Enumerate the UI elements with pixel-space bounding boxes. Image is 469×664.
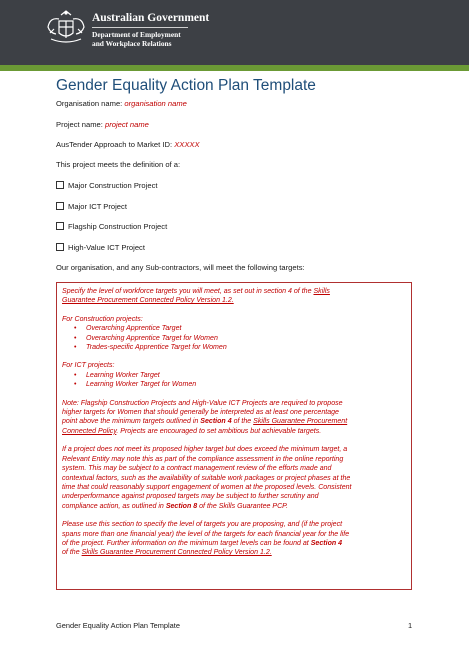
checkbox-major-construction[interactable]: [56, 181, 157, 191]
government-name: Australian Government: [92, 12, 210, 24]
project-label: Project name:: [56, 120, 103, 129]
compliance-line: If a project does not meet its proposed higher target but does exceed the minimum target, a: [62, 446, 348, 454]
checkbox-flagship-construction[interactable]: [56, 222, 167, 232]
organisation-label: Organisation name:: [56, 99, 123, 108]
organisation-value[interactable]: organisation name: [124, 99, 187, 108]
accent-bar: [0, 65, 469, 71]
page-number: 1: [408, 621, 413, 630]
definition-intro: This project meets the definition of a:: [56, 160, 181, 169]
policy-link[interactable]: Skills Guarantee Procurement Connected Policy Version 1.2.: [81, 549, 272, 557]
list-item: • Trades-specific Apprentice Target for Women: [62, 343, 406, 352]
list-item: • Learning Worker Target for Women: [62, 380, 406, 389]
list-item: • Overarching Apprentice Target: [62, 324, 406, 333]
checkbox-icon[interactable]: [56, 181, 64, 189]
department-line-2: and Workplace Relations: [92, 38, 172, 48]
instruction-line: of the project. Further information on the minimum target levels can be found at Section 4: [62, 539, 343, 547]
checkbox-major-ict[interactable]: [56, 202, 127, 212]
construction-heading: For Construction projects:: [62, 315, 143, 323]
coat-of-arms-logo: [45, 9, 87, 49]
checkbox-label: High-Value ICT Project: [68, 243, 145, 252]
targets-entry-box[interactable]: [56, 282, 412, 590]
policy-link-cont[interactable]: Connected Policy: [62, 427, 117, 435]
compliance-line: contextual factors, such as the availability of suitable work packages or project phases at the: [62, 474, 351, 482]
checkbox-icon[interactable]: [56, 202, 64, 210]
compliance-line: compliance action, as outlined in Section 8 of the Skills Guarantee PCP.: [62, 502, 288, 510]
checkbox-icon[interactable]: [56, 243, 64, 251]
checkbox-icon[interactable]: [56, 222, 64, 230]
header-banner: [0, 0, 469, 65]
policy-link[interactable]: Skills: [313, 288, 330, 295]
note-line: Note: Flagship Construction Projects and High-Value ICT Projects are required to propose: [62, 399, 343, 407]
austender-value[interactable]: XXXXX: [174, 140, 200, 149]
project-name-field: [56, 120, 149, 130]
instruction-line: spans more than one financial year) the level of the targets for each financial year for the life: [62, 530, 350, 538]
page-title: Gender Equality Action Plan Template: [56, 77, 316, 94]
ict-heading: For ICT projects:: [62, 362, 115, 370]
note-line: point above the minimum targets outlined in Section 4 of the Skills Guarantee Procurement: [62, 418, 348, 426]
compliance-line: time that could reasonably support engagement of women at the proposed levels. Consistent: [62, 483, 352, 491]
targets-intro: Our organisation, and any Sub-contractors, will meet the following targets:: [56, 263, 305, 272]
policy-link-cont[interactable]: Guarantee Procurement Connected Policy Version 1.2.: [62, 297, 234, 305]
austender-field: [56, 140, 200, 150]
note-line: Connected Policy. Projects are encouraged to set ambitious but achievable targets.: [62, 427, 322, 435]
checkbox-label: Major ICT Project: [68, 202, 127, 211]
note-line: higher targets for Women that should generally be interpreted as at least one percentage: [62, 409, 339, 417]
compliance-line: system. This may be subject to a contract management review of the efforts made and: [62, 465, 332, 473]
box-intro: Specify the level of workforce targets you will meet, as set out in section 4 of the Skills: [62, 288, 330, 295]
project-value[interactable]: project name: [104, 120, 149, 129]
organisation-name-field: [56, 99, 187, 109]
compliance-line: Relevant Entity may note this as part of the compliance assessment in the online reporting: [62, 455, 344, 463]
list-item: • Overarching Apprentice Target for Women: [62, 334, 406, 343]
header-divider: [92, 27, 188, 28]
checkbox-high-value-ict[interactable]: [56, 243, 145, 253]
policy-link[interactable]: Skills Guarantee Procurement: [253, 418, 348, 426]
austender-label: AusTender Approach to Market ID:: [56, 140, 173, 149]
compliance-line: underperformance against proposed targets may be subject to further scrutiny and: [62, 493, 319, 501]
list-item: • Learning Worker Target: [62, 371, 406, 380]
department-line-1: Department of Employment: [92, 30, 181, 39]
checkbox-label: Major Construction Project: [68, 181, 158, 190]
instruction-line: Please use this section to specify the level of targets you are proposing, and (if the project: [62, 521, 343, 529]
footer-title: Gender Equality Action Plan Template: [56, 621, 180, 630]
checkbox-label: Flagship Construction Project: [68, 222, 168, 231]
instruction-line: of the Skills Guarantee Procurement Connected Policy Version 1.2.: [62, 549, 272, 557]
